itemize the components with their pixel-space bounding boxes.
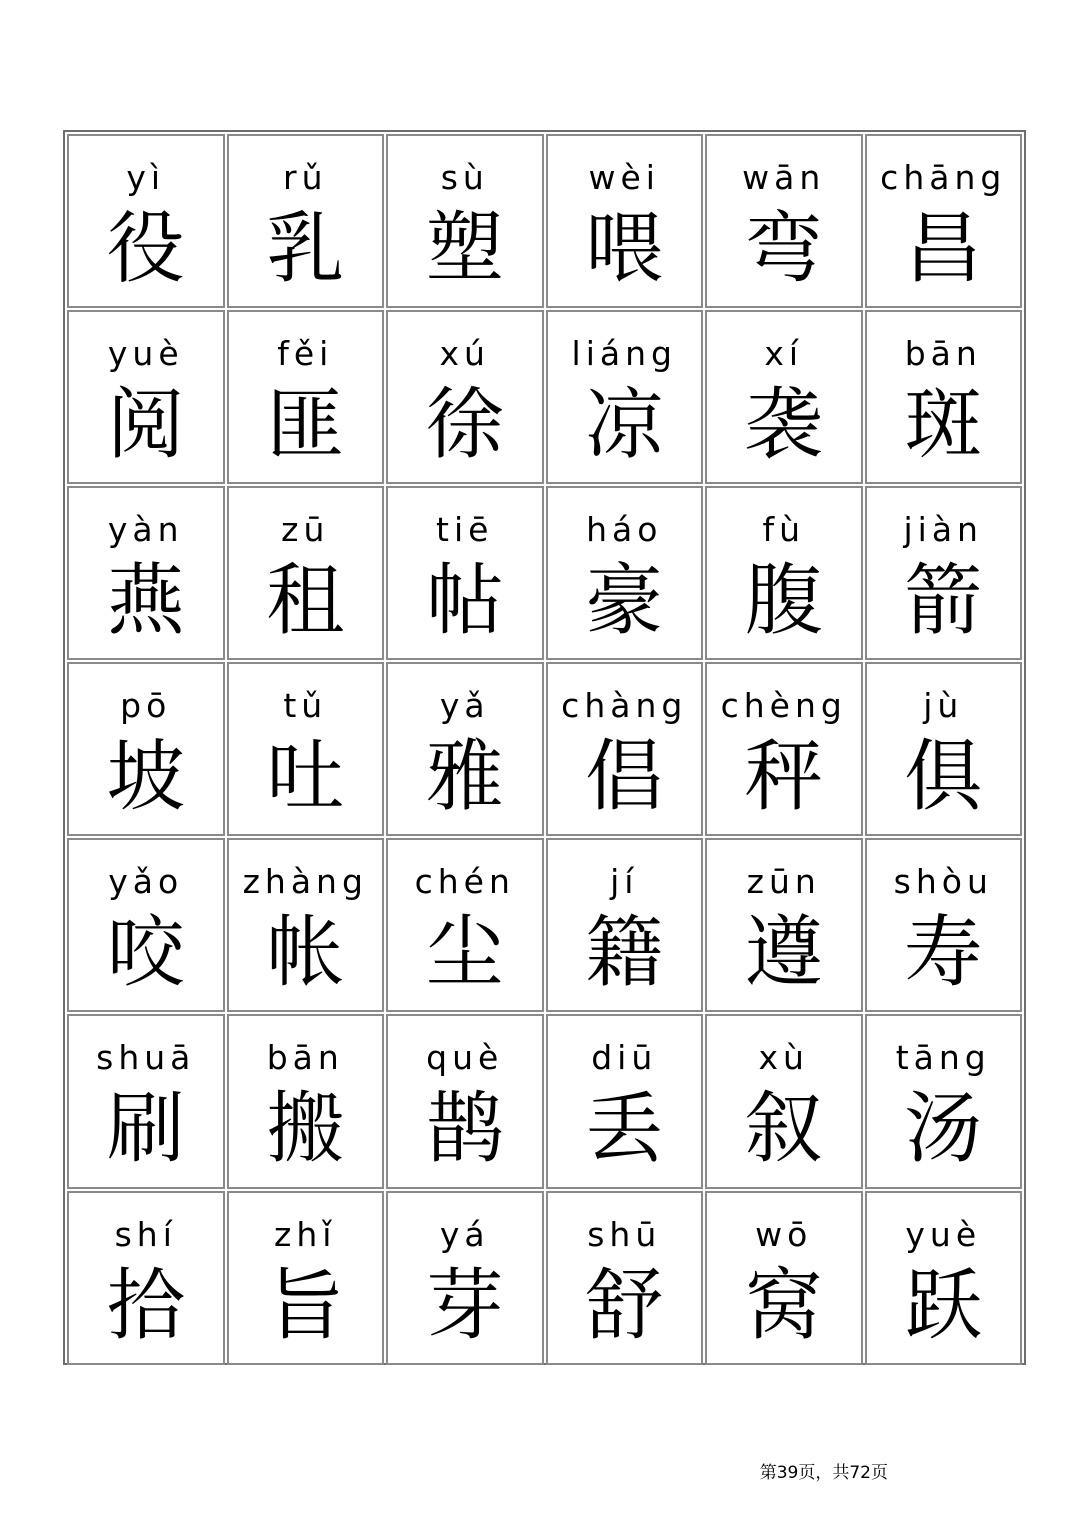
hanzi-character: 坡 [106,732,185,823]
flashcard [67,310,225,484]
flashcard [705,662,863,836]
pinyin-label: xù [758,1038,809,1078]
hanzi-character: 窝 [744,1260,823,1351]
hanzi-character: 俱 [904,732,983,823]
flashcard [705,838,863,1012]
pinyin-label: fù [762,510,806,550]
hanzi-character: 阅 [106,380,185,471]
hanzi-character: 凉 [585,380,664,471]
pinyin-label: pō [120,686,172,726]
flashcard [227,838,385,1012]
grid-row [66,837,1023,1013]
hanzi-character: 帖 [425,556,504,647]
hanzi-character: 豪 [585,556,664,647]
pinyin-label: xú [439,334,490,374]
flashcard [546,486,704,660]
hanzi-character: 吐 [266,732,345,823]
grid-row [66,661,1023,837]
pinyin-label: rǔ [283,158,328,197]
flashcard [546,1191,704,1365]
flashcard [865,310,1023,484]
pinyin-label: sù [440,158,489,197]
hanzi-character: 遵 [744,908,823,999]
flashcard [386,134,544,308]
pinyin-label: yuè [107,334,184,374]
pinyin-label: bān [904,334,982,374]
pinyin-label: wān [742,158,826,197]
hanzi-character: 喂 [585,204,664,294]
hanzi-character: 鹊 [425,1084,504,1175]
hanzi-character: 汤 [904,1084,983,1175]
hanzi-character: 雅 [425,732,504,823]
flashcard [865,662,1023,836]
flashcard [227,486,385,660]
flashcard [865,134,1023,308]
hanzi-character: 役 [106,204,185,294]
hanzi-character: 丢 [585,1084,664,1175]
page-footer [0,1462,1080,1484]
hanzi-character: 昌 [904,204,983,294]
pinyin-label: yǎo [108,862,184,902]
pinyin-label: diū [591,1038,658,1078]
flashcard [546,1014,704,1188]
hanzi-character: 舒 [585,1260,664,1351]
flashcard [546,310,704,484]
hanzi-character: 秤 [744,732,823,823]
hanzi-character: 燕 [106,556,185,647]
pinyin-label: tiē [436,510,494,550]
pinyin-label: yuè [905,1214,982,1254]
flashcard [227,1191,385,1365]
pinyin-label: wō [755,1214,813,1254]
hanzi-character: 寿 [904,908,983,999]
flashcard [705,1014,863,1188]
flashcard [705,134,863,308]
flashcard [67,134,225,308]
hanzi-character: 尘 [425,908,504,999]
pinyin-label: liáng [571,334,677,374]
hanzi-character: 刷 [106,1084,185,1175]
pinyin-label: jiàn [903,510,983,550]
hanzi-character: 咬 [106,908,185,999]
flashcard [67,486,225,660]
hanzi-character: 乳 [266,204,345,294]
flashcard [386,1191,544,1365]
pinyin-label: jù [923,686,964,726]
hanzi-character: 徐 [425,380,504,471]
pinyin-label: fěi [277,334,334,374]
flashcard [386,1014,544,1188]
pinyin-label: chàng [561,686,688,726]
hanzi-character: 弯 [744,204,823,294]
pinyin-label: wèi [588,158,660,197]
hanzi-character: 倡 [585,732,664,823]
pinyin-label: què [426,1038,504,1078]
hanzi-character: 袭 [744,380,823,471]
pinyin-label: tǔ [283,686,328,726]
pinyin-label: shí [114,1214,177,1254]
pinyin-label: tāng [895,1038,991,1078]
pinyin-label: yǎ [439,686,490,726]
flashcard [546,838,704,1012]
hanzi-character: 匪 [266,380,345,471]
pinyin-label: shuā [96,1038,196,1078]
flashcard [865,1014,1023,1188]
hanzi-character: 塑 [425,204,504,294]
pinyin-label: yì [126,158,166,197]
pinyin-label: shū [587,1214,662,1254]
grid-row [66,485,1023,661]
flashcard [705,310,863,484]
pinyin-label: zhǐ [274,1214,337,1254]
flashcard [386,310,544,484]
flashcard [227,662,385,836]
hanzi-character: 箭 [904,556,983,647]
flashcard [865,486,1023,660]
pinyin-label: yàn [107,510,184,550]
hanzi-character: 腹 [744,556,823,647]
flashcard [67,838,225,1012]
hanzi-character: 租 [266,556,345,647]
flashcard [386,838,544,1012]
grid-row [66,1190,1023,1366]
pinyin-label: chèng [720,686,847,726]
grid-row [66,309,1023,485]
hanzi-character: 旨 [266,1260,345,1351]
pinyin-label: zhàng [242,862,368,902]
pinyin-label: háo [586,510,663,550]
hanzi-character: 斑 [904,380,983,471]
flashcard [386,486,544,660]
flashcard [227,310,385,484]
pinyin-label: xí [764,334,804,374]
flashcard [67,662,225,836]
page-number: 第39页，共72页 [759,1463,888,1483]
pinyin-label: chāng [880,158,1007,197]
pinyin-label: bān [266,1038,344,1078]
flashcard-grid [63,130,1026,1365]
pinyin-label: shòu [893,862,993,902]
hanzi-character: 跃 [904,1260,983,1351]
flashcard [865,838,1023,1012]
pinyin-label: jí [610,862,639,902]
hanzi-character: 拾 [106,1260,185,1351]
hanzi-character: 叙 [744,1084,823,1175]
hanzi-character: 搬 [266,1084,345,1175]
hanzi-character: 帐 [266,908,345,999]
pinyin-label: yá [439,1214,490,1254]
hanzi-character: 芽 [425,1260,504,1351]
flashcard [67,1014,225,1188]
grid-row [66,133,1023,309]
flashcard [67,1191,225,1365]
flashcard [865,1191,1023,1365]
flashcard [227,1014,385,1188]
pinyin-label: zūn [746,862,821,902]
flashcard [546,134,704,308]
flashcard [227,134,385,308]
flashcard [705,1191,863,1365]
pinyin-label: chén [414,862,515,902]
flashcard [546,662,704,836]
grid-row [66,1013,1023,1189]
hanzi-character: 籍 [585,908,664,999]
pinyin-label: zū [281,510,330,550]
flashcard [705,486,863,660]
flashcard [386,662,544,836]
